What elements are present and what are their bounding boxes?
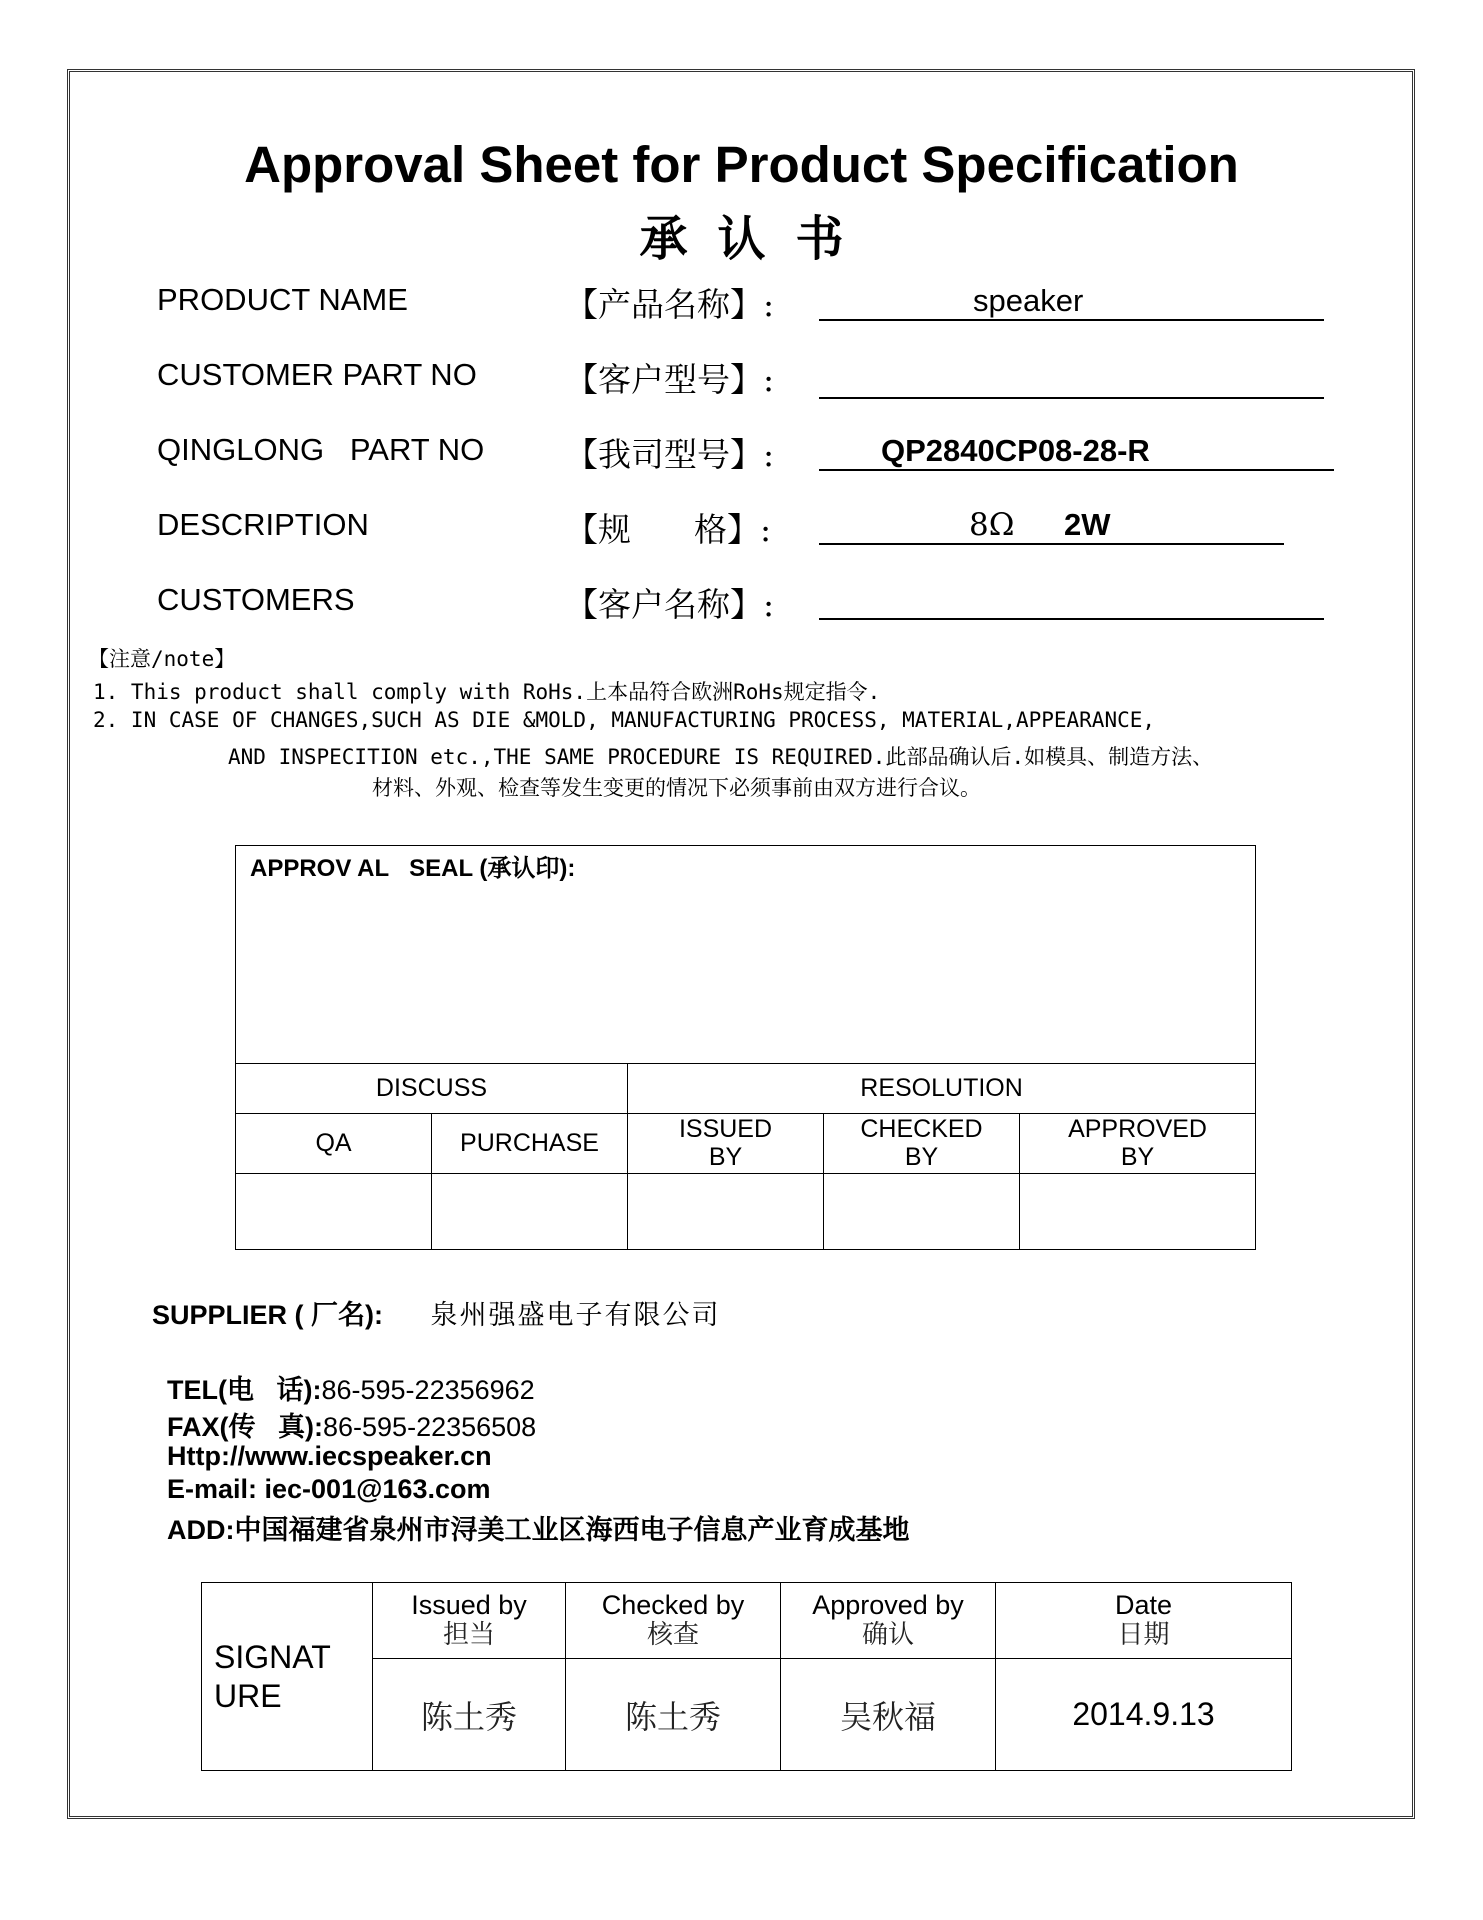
field-label-customer-part-no: CUSTOMER PART NO: [157, 357, 477, 392]
sig-checked-header: [566, 1583, 781, 1659]
approval-seal-label: APPROV AL SEAL (承认印):: [250, 855, 576, 882]
field-label-qinglong-part-no: QINGLONG PART NO: [157, 432, 485, 467]
field-line-customers: [819, 578, 1324, 620]
discuss-header: DISCUSS: [236, 1064, 628, 1114]
sig-issued-en: Issued by: [411, 1590, 527, 1621]
sig-issued-cn: 担当: [442, 1620, 495, 1651]
sig-approved-name: 吴秋福: [781, 1659, 996, 1771]
note-item-2-cont-2: 材料、外观、检查等发生变更的情况下必须事前由双方进行合议。: [372, 776, 981, 800]
issued-by-cell: [628, 1174, 824, 1250]
fax-value: 86-595-22356508: [323, 1412, 537, 1442]
note-heading: 【注意/note】: [88, 647, 236, 671]
checked-by-header: CHECKED BY: [824, 1114, 1020, 1174]
document-title: Approval Sheet for Product Specification: [244, 136, 1239, 193]
sig-date-cn: 日期: [1117, 1620, 1170, 1651]
sig-checked-name: 陈土秀: [566, 1659, 781, 1771]
signature-table: [201, 1582, 1292, 1771]
supplier-name: 泉州强盛电子有限公司: [430, 1300, 721, 1331]
sig-approved-cn: 确认: [861, 1620, 914, 1651]
sig-issued-name: 陈土秀: [373, 1659, 566, 1771]
note-item-2-cont-1: AND INSPECITION etc.,THE SAME PROCEDURE IS REQUIRED.此部品确认后.如模具、制造方法、: [228, 745, 1214, 769]
signature-label: SIGNAT URE: [202, 1583, 373, 1771]
field-label-customers: CUSTOMERS: [157, 582, 355, 617]
field-cn-customers: 【客户名称】:: [565, 585, 775, 624]
approved-by-cell: [1020, 1174, 1256, 1250]
field-value-impedance: 8Ω: [969, 507, 1015, 543]
website-link: Http://www.iecspeaker.cn: [167, 1441, 492, 1471]
resolution-header: RESOLUTION: [628, 1064, 1256, 1114]
address-label: ADD:: [167, 1515, 235, 1545]
issued-by-header: ISSUED BY: [628, 1114, 824, 1174]
field-line-qinglong-part-no: [819, 429, 1334, 471]
approved-by-header: APPROVED BY: [1020, 1114, 1256, 1174]
tel-value: 86-595-22356962: [321, 1375, 535, 1405]
document-subtitle: 承认书: [639, 211, 874, 267]
field-value-power: 2W: [1064, 507, 1111, 542]
sig-date-en: Date: [1114, 1590, 1173, 1621]
fax-label: FAX(传 真):: [167, 1412, 323, 1442]
tel-label: TEL(电 话):: [167, 1375, 322, 1405]
field-line-product-name: [819, 279, 1324, 321]
field-line-description: [819, 503, 1284, 545]
purchase-cell: [432, 1174, 628, 1250]
address-value: 中国福建省泉州市浔美工业区海西电子信息产业育成基地: [234, 1515, 910, 1545]
field-cn-product-name: 【产品名称】:: [565, 285, 775, 324]
note-item-1: 1. This product shall comply with RoHs.上本品符合欧洲RoHs规定指令.: [93, 680, 881, 704]
field-value-product-name: speaker: [973, 283, 1084, 318]
field-cn-qinglong-part-no: 【我司型号】:: [565, 435, 775, 474]
approval-table: [235, 845, 1256, 1250]
field-value-qinglong-part-no: QP2840CP08-28-R: [881, 433, 1150, 468]
approval-seal-area: [236, 846, 1256, 1064]
sig-approved-en: Approved by: [812, 1590, 964, 1621]
sig-issued-header: [373, 1583, 566, 1659]
email-text: E-mail: iec-001@163.com: [167, 1474, 491, 1504]
field-line-customer-part-no: [819, 357, 1324, 399]
sig-approved-header: [781, 1583, 996, 1659]
qa-cell: [236, 1174, 432, 1250]
sig-date-value: 2014.9.13: [996, 1659, 1292, 1771]
field-cn-description: 【规 格】:: [565, 510, 772, 549]
checked-by-cell: [824, 1174, 1020, 1250]
field-cn-customer-part-no: 【客户型号】:: [565, 360, 775, 399]
field-label-product-name: PRODUCT NAME: [157, 282, 408, 317]
supplier-label: SUPPLIER ( 厂名):: [152, 1300, 384, 1330]
note-item-2: 2. IN CASE OF CHANGES,SUCH AS DIE &MOLD, MANUFACTURING PROCESS, MATERIAL,APPEARANCE,: [93, 708, 1156, 732]
qa-header: QA: [236, 1114, 432, 1174]
sig-checked-en: Checked by: [601, 1590, 745, 1621]
sig-date-header: [996, 1583, 1292, 1659]
field-label-description: DESCRIPTION: [157, 507, 369, 542]
sig-checked-cn: 核查: [646, 1620, 699, 1651]
purchase-header: PURCHASE: [432, 1114, 628, 1174]
